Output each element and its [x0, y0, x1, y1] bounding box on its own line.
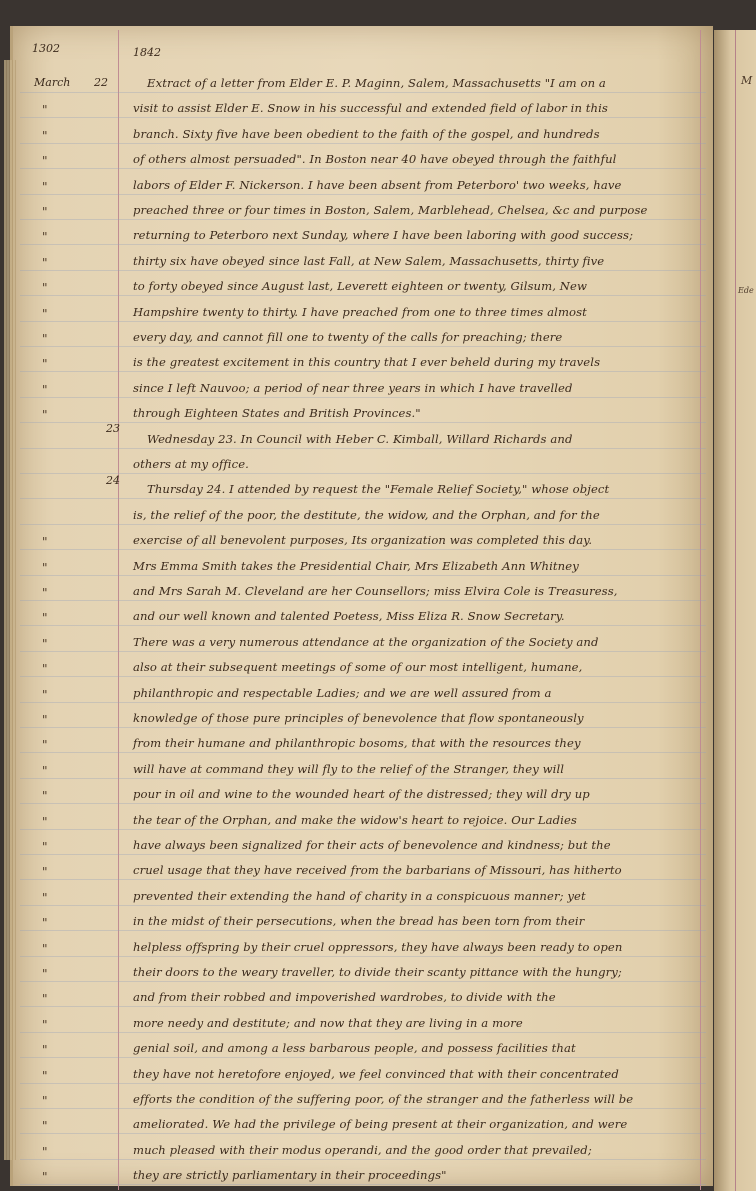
ditto-mark: " — [42, 1119, 48, 1134]
journal-text-line: through Eighteen States and British Provinces." — [133, 406, 421, 421]
journal-text-line: they are strictly parliamentary in their proceedings" — [133, 1168, 447, 1183]
journal-text-line: exercise of all benevolent purposes, Its organization was completed this day. — [133, 533, 593, 548]
date-label: 23 — [106, 422, 120, 435]
ditto-mark: " — [42, 814, 48, 829]
ruled-line — [20, 676, 706, 677]
journal-text-line: Wednesday 23. In Council with Heber C. Kimball, Willard Richards and — [147, 431, 573, 446]
ruled-line — [20, 752, 706, 753]
manuscript-page — [10, 26, 713, 1186]
journal-text-line: branch. Sixty five have been obedient to the faith of the gospel, and hundreds — [133, 126, 600, 141]
ruled-line — [20, 422, 706, 423]
ruled-line — [20, 651, 706, 652]
ruled-line — [20, 1032, 706, 1033]
date-label: 22 — [94, 76, 108, 89]
ditto-mark: " — [42, 636, 48, 651]
ruled-line — [20, 956, 706, 957]
ruled-line — [20, 1159, 706, 1160]
ruled-line — [20, 194, 706, 195]
ditto-mark: " — [42, 281, 48, 296]
journal-text-line: their doors to the weary traveller, to divide their scanty pittance with the hungry; — [133, 965, 622, 979]
journal-text-line: have always been signalized for their acts of benevolence and kindness; but the — [133, 838, 611, 852]
journal-text-line: efforts the condition of the suffering poor, of the stranger and the fatherless will be — [133, 1092, 634, 1106]
journal-text-line: helpless offspring by their cruel oppressors, they have always been ready to open — [133, 939, 623, 954]
ditto-mark: " — [42, 763, 48, 778]
ditto-mark: " — [42, 103, 48, 118]
ruled-line — [20, 1057, 706, 1058]
ditto-mark: " — [42, 865, 48, 880]
ruled-line — [20, 448, 706, 449]
ruled-line — [20, 473, 706, 474]
ditto-mark: " — [42, 560, 48, 575]
ditto-mark: " — [42, 916, 48, 931]
ruled-line — [20, 143, 706, 144]
page-number: 1302 — [32, 42, 60, 55]
ruled-line — [20, 549, 706, 550]
ruled-line — [20, 854, 706, 855]
journal-text-line: in the midst of their persecutions, when the bread has been torn from their — [133, 914, 585, 929]
journal-text-line: pour in oil and wine to the wounded heart of the distressed; they will dry up — [133, 787, 590, 802]
journal-text-line: and from their robbed and impoverished wardrobes, to divide with the — [133, 990, 556, 1005]
month-label: March — [34, 76, 71, 89]
ruled-line — [20, 397, 706, 398]
journal-text-line: from their humane and philanthropic bosoms, that with the resources they — [133, 736, 581, 751]
ruled-line — [20, 1083, 706, 1084]
ditto-mark: " — [42, 230, 48, 245]
journal-text-line: genial soil, and among a less barbarous people, and possess facilities that — [133, 1041, 576, 1056]
journal-text-line: visit to assist Elder E. Snow in his successful and extended field of labor in this — [133, 101, 608, 116]
journal-text-line: also at their subsequent meetings of some of our most intelligent, humane, — [133, 660, 583, 675]
ditto-mark: " — [42, 255, 48, 270]
ditto-mark: " — [42, 205, 48, 219]
ruled-line — [20, 524, 706, 525]
ditto-mark: " — [42, 941, 48, 956]
facing-page-fragment: Ede — [738, 286, 754, 295]
ditto-mark: " — [42, 1144, 48, 1159]
ditto-mark: " — [42, 992, 48, 1007]
journal-text-line: cruel usage that they have received from the barbarians of Missouri, has hitherto — [133, 863, 622, 878]
ruled-line — [20, 321, 706, 322]
ditto-mark: " — [42, 840, 48, 854]
ruled-line — [20, 930, 706, 931]
ditto-mark: " — [42, 687, 48, 702]
ditto-mark: " — [42, 1170, 48, 1185]
ruled-line — [20, 371, 706, 372]
journal-text-line: labors of Elder F. Nickerson. I have been absent from Peterboro' two weeks, have — [133, 177, 622, 192]
journal-text-line: is the greatest excitement in this country that I ever beheld during my travels — [133, 355, 601, 370]
journal-text-line: and our well known and talented Poetess, Miss Eliza R. Snow Secretary. — [133, 609, 565, 624]
ditto-mark: " — [42, 789, 48, 804]
journal-text-line: Thursday 24. I attended by request the "Female Relief Society," whose object — [147, 482, 610, 497]
page-stack-edge — [4, 60, 16, 1160]
journal-text-line: ameliorated. We had the privilege of being present at their organization, and were — [133, 1117, 628, 1132]
journal-text-line: knowledge of those pure principles of benevolence that flow spontaneously — [133, 711, 584, 725]
journal-text-line: of others almost persuaded". In Boston near 40 have obeyed through the faithful — [133, 152, 617, 167]
ditto-mark: " — [42, 306, 48, 321]
ditto-mark: " — [42, 611, 48, 626]
journal-text-line: much pleased with their modus operandi, and the good order that prevailed; — [133, 1142, 592, 1157]
journal-text-line: thirty six have obeyed since last Fall, at New Salem, Massachusetts, thirty five — [133, 253, 605, 268]
ruled-line — [20, 1108, 706, 1109]
journal-text-line: to forty obeyed since August last, Leverett eighteen or twenty, Gilsum, New — [133, 279, 588, 294]
journal-text-line: Mrs Emma Smith takes the Presidential Chair, Mrs Elizabeth Ann Whitney — [133, 558, 579, 573]
ditto-mark: " — [42, 535, 48, 550]
ruled-line — [20, 829, 706, 830]
ditto-mark: " — [42, 179, 48, 194]
ditto-mark: " — [42, 967, 48, 981]
journal-text-line: the tear of the Orphan, and make the widow's heart to rejoice. Our Ladies — [133, 812, 577, 827]
ruled-line — [20, 295, 706, 296]
journal-text-line: more needy and destitute; and now that they are living in a more — [133, 1015, 523, 1030]
journal-text-line: returning to Peterboro next Sunday, where I have been laboring with good success; — [133, 228, 634, 243]
ditto-mark: " — [42, 357, 48, 372]
journal-text-line: preached three or four times in Boston, Salem, Marblehead, Chelsea, &c and purpose — [133, 203, 648, 217]
ruled-line — [20, 727, 706, 728]
journal-text-line: is, the relief of the poor, the destitute, the widow, and the Orphan, and for the — [133, 507, 600, 522]
journal-text-line: and Mrs Sarah M. Cleveland are her Counsellors; miss Elvira Cole is Treasuress, — [133, 584, 618, 598]
ruled-line — [20, 879, 706, 880]
ruled-line — [20, 168, 706, 169]
facing-page-margin-rule — [735, 30, 736, 1191]
journal-text-line: since I left Nauvoo; a period of near three years in which I have travelled — [133, 380, 573, 395]
journal-text-line: prevented their extending the hand of charity in a conspicuous manner; yet — [133, 888, 586, 903]
ditto-mark: " — [42, 154, 48, 169]
journal-text-line: Hampshire twenty to thirty. I have preached from one to three times almost — [133, 304, 587, 319]
journal-text-line: others at my office. — [133, 457, 249, 471]
ruled-line — [20, 702, 706, 703]
ruled-line — [20, 905, 706, 906]
ditto-mark: " — [42, 662, 48, 677]
ruled-line — [20, 498, 706, 499]
ditto-mark: " — [42, 1068, 48, 1083]
ditto-mark: " — [42, 586, 48, 600]
ruled-line — [20, 575, 706, 576]
right-margin-rule — [700, 30, 701, 1190]
ruled-line — [20, 625, 706, 626]
journal-text-line: every day, and cannot fill one to twenty of the calls for preaching; there — [133, 330, 563, 344]
ditto-mark: " — [42, 332, 48, 346]
journal-text-line: Extract of a letter from Elder E. P. Maginn, Salem, Massachusetts "I am on a — [147, 76, 606, 90]
ruled-line — [20, 1006, 706, 1007]
ditto-mark: " — [42, 1043, 48, 1058]
ruled-line — [20, 1133, 706, 1134]
ruled-line — [20, 803, 706, 804]
facing-page-fragment: M — [741, 74, 753, 87]
journal-text-line: will have at command they will fly to the relief of the Stranger, they will — [133, 761, 565, 776]
ditto-mark: " — [42, 738, 48, 753]
ruled-line — [20, 219, 706, 220]
ditto-mark: " — [42, 1017, 48, 1032]
journal-text-line: There was a very numerous attendance at the organization of the Society and — [133, 634, 599, 649]
ditto-mark: " — [42, 382, 48, 397]
ditto-mark: " — [42, 128, 48, 143]
ruled-line — [20, 270, 706, 271]
ditto-mark: " — [42, 890, 48, 905]
ruled-line — [20, 117, 706, 118]
ditto-mark: " — [42, 408, 48, 423]
ditto-mark: " — [42, 713, 48, 727]
ruled-line — [20, 244, 706, 245]
ruled-line — [20, 1184, 706, 1185]
left-margin-rule — [118, 30, 119, 1190]
ruled-line — [20, 778, 706, 779]
ruled-line — [20, 600, 706, 601]
journal-text-line: philanthropic and respectable Ladies; and we are well assured from a — [133, 685, 552, 700]
date-label: 24 — [106, 474, 120, 487]
ruled-line — [20, 346, 706, 347]
ruled-line — [20, 981, 706, 982]
journal-text-line: they have not heretofore enjoyed, we feel convinced that with their concentrated — [133, 1066, 619, 1081]
ruled-line — [20, 92, 706, 93]
year-heading: 1842 — [133, 46, 161, 59]
ditto-mark: " — [42, 1094, 48, 1108]
